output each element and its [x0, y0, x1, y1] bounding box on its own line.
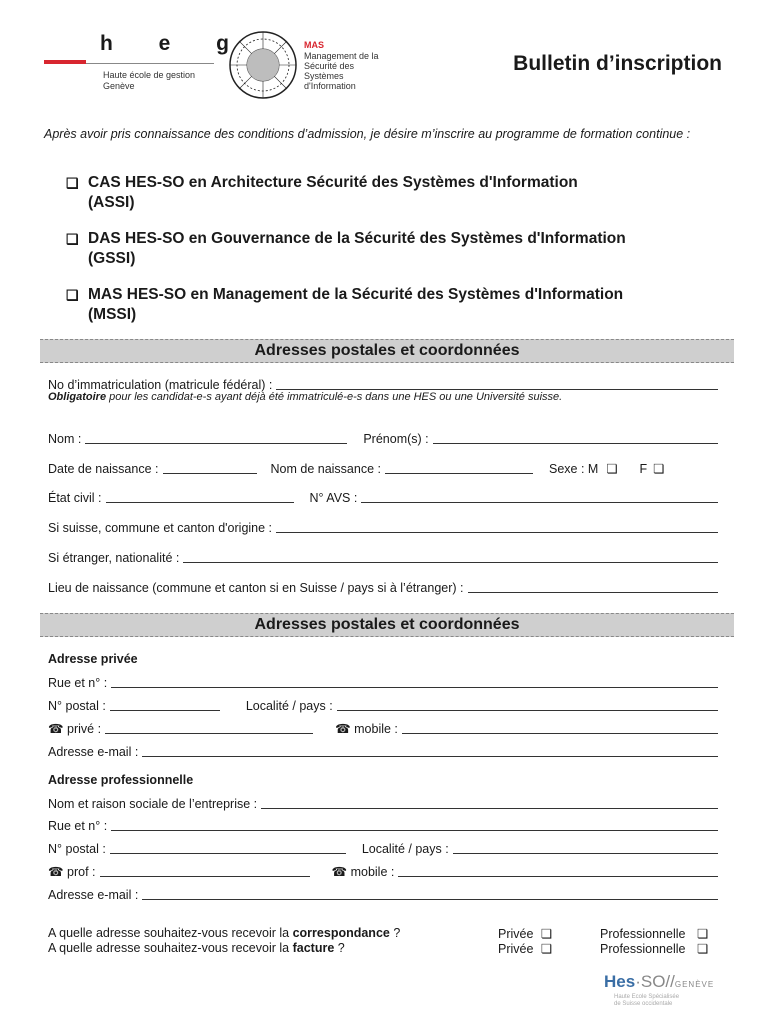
pro-npa-field[interactable]	[110, 841, 346, 854]
mas-logo-title: MAS	[304, 40, 324, 50]
heg-line1: Haute école de gestion	[103, 70, 196, 80]
matricule-field[interactable]	[276, 377, 718, 390]
program-line1: DAS HES-SO en Gouvernance de la Sécurité des Systèmes d'Information	[88, 230, 626, 247]
nationality-row	[48, 547, 720, 565]
q1-bold: correspondance	[292, 926, 390, 940]
pro-postal-row	[48, 838, 720, 856]
civil-row	[48, 487, 720, 505]
pro-tel-field[interactable]	[100, 864, 310, 877]
program-option-das[interactable]	[66, 229, 736, 269]
etranger-field[interactable]	[183, 550, 718, 563]
pro-npa-label: N° postal :	[48, 842, 106, 856]
mas-line4: d'Information	[304, 81, 356, 91]
sexe-f-checkbox-icon[interactable]: ❏	[653, 462, 665, 476]
private-mobile-field[interactable]	[402, 721, 718, 734]
q1-option-professional[interactable]	[600, 926, 708, 941]
program-label	[88, 173, 578, 213]
pro-email-row	[48, 884, 720, 902]
mas-line2: Sécurité des	[304, 61, 355, 71]
pro-mobile-field[interactable]	[398, 864, 718, 877]
pro-phone-row	[48, 861, 720, 879]
lieu-field[interactable]	[468, 580, 719, 593]
mas-logo-subtitle	[304, 51, 379, 91]
heg-logo-letters: h e g	[100, 32, 250, 55]
q1-pre: A quelle adresse souhaitez-vous recevoir la	[48, 926, 293, 940]
private-rue-label: Rue et n° :	[48, 676, 108, 690]
sexe-label: Sexe : M	[548, 462, 599, 476]
q1-post: ?	[389, 926, 401, 940]
pro-entreprise-label: Nom et raison sociale de l’entreprise :	[48, 797, 258, 811]
checkbox-icon[interactable]: ❏	[696, 942, 709, 956]
private-npa-label: N° postal :	[48, 699, 106, 713]
heg-logo-subtitle	[103, 70, 195, 92]
pro-mobile-label: ☎ mobile :	[331, 865, 395, 879]
pro-entreprise-field[interactable]	[261, 796, 718, 809]
note-rest: pour les candidat-e-s ayant déjà été immatriculé-e-s dans une HES ou une Université suisse.	[106, 391, 563, 403]
program-option-mas[interactable]	[66, 285, 736, 325]
private-localite-label: Localité / pays :	[245, 699, 333, 713]
intro-text: Après avoir pris connaissance des conditions d’admission, je désire m’inscrire au programme de formation continue :	[44, 127, 691, 141]
etat-civil-label: État civil :	[48, 491, 102, 505]
section-header-addresses: Adresses postales et coordonnées	[40, 613, 734, 637]
heg-line2: Genève	[103, 81, 135, 91]
option-label: Privée	[498, 942, 534, 956]
private-rue-field[interactable]	[111, 675, 718, 688]
private-localite-field[interactable]	[337, 698, 718, 711]
program-label	[88, 229, 626, 269]
mas-globe-logo	[228, 30, 298, 100]
q2-option-professional[interactable]	[600, 941, 708, 956]
hes-so-logo-subtitle	[614, 994, 679, 1008]
pro-street-row	[48, 815, 720, 833]
prenom-field[interactable]	[433, 431, 718, 444]
private-email-field[interactable]	[142, 744, 718, 757]
document-title: Bulletin d’inscription	[513, 52, 722, 75]
date-naissance-field[interactable]	[163, 461, 257, 474]
origin-row	[48, 517, 720, 535]
so-text: ·SO	[635, 972, 666, 991]
private-phone-row	[48, 718, 720, 736]
private-street-row	[48, 672, 720, 690]
nom-naissance-label: Nom de naissance :	[270, 462, 381, 476]
program-line2: (ASSI)	[88, 194, 135, 211]
sexe-m-checkbox-icon[interactable]: ❏	[606, 462, 618, 476]
private-npa-field[interactable]	[110, 698, 220, 711]
q2-bold: facture	[292, 941, 335, 955]
checkbox-icon[interactable]: ❏	[540, 942, 553, 956]
birth-row	[48, 458, 720, 476]
private-postal-row	[48, 695, 720, 713]
private-address-heading: Adresse privée	[48, 652, 138, 666]
suisse-field[interactable]	[276, 520, 718, 533]
private-tel-field[interactable]	[105, 721, 313, 734]
nom-field[interactable]	[85, 431, 347, 444]
program-label	[88, 285, 623, 325]
avs-label: N° AVS :	[309, 491, 358, 505]
company-row	[48, 793, 720, 811]
name-row	[48, 428, 720, 446]
slashes-text: //	[665, 972, 675, 991]
q2-option-private[interactable]	[498, 941, 552, 956]
option-label: Professionnelle	[600, 927, 686, 941]
geneve-text: GENÈVE	[674, 980, 715, 989]
hes-sub1: Haute Ecole Spécialisée	[614, 994, 680, 1000]
checkbox-icon[interactable]: ❏	[66, 231, 79, 247]
program-line1: CAS HES-SO en Architecture Sécurité des Systèmes d'Information	[88, 174, 578, 191]
checkbox-icon[interactable]: ❏	[540, 927, 553, 941]
nom-naissance-field[interactable]	[385, 461, 533, 474]
hes-sub2: de Suisse occidentale	[614, 1001, 673, 1007]
heg-logo-line	[86, 63, 214, 64]
program-line1: MAS HES-SO en Management de la Sécurité des Systèmes d'Information	[88, 286, 624, 303]
prenom-label: Prénom(s) :	[363, 432, 429, 446]
suisse-label: Si suisse, commune et canton d'origine :	[48, 521, 273, 535]
matricule-label: No d’immatriculation (matricule fédéral) :	[48, 378, 273, 392]
option-label: Professionnelle	[600, 942, 686, 956]
program-line2: (MSSI)	[88, 306, 137, 323]
pro-localite-field[interactable]	[453, 841, 718, 854]
checkbox-icon[interactable]: ❏	[696, 927, 709, 941]
heg-logo-red-bar	[44, 60, 86, 64]
avs-field[interactable]	[361, 490, 718, 503]
birthplace-row	[48, 577, 720, 595]
program-option-cas[interactable]	[66, 173, 736, 213]
pro-email-label: Adresse e-mail :	[48, 888, 139, 902]
etat-civil-field[interactable]	[106, 490, 294, 503]
hes-so-logo	[604, 972, 714, 992]
checkbox-icon[interactable]: ❏	[66, 175, 79, 191]
mas-line1: Management de la	[304, 51, 379, 61]
nom-label: Nom :	[48, 432, 82, 446]
private-mobile-label: ☎ mobile :	[335, 722, 398, 736]
pro-rue-field[interactable]	[111, 818, 718, 831]
q2-pre: A quelle adresse souhaitez-vous recevoir la	[48, 941, 293, 955]
lieu-label: Lieu de naissance (commune et canton si en Suisse / pays si à l’étranger) :	[48, 581, 464, 595]
matricule-row	[48, 374, 720, 392]
sexe-f-label: F	[639, 462, 648, 476]
pro-email-field[interactable]	[142, 887, 718, 900]
section-header-personal: Adresses postales et coordonnées	[40, 339, 734, 363]
invoice-question	[48, 941, 728, 957]
private-email-label: Adresse e-mail :	[48, 745, 139, 759]
date-naissance-label: Date de naissance :	[48, 462, 159, 476]
q1-option-private[interactable]	[498, 926, 552, 941]
pro-tel-label: ☎ prof :	[48, 865, 96, 879]
mas-line3: Systèmes	[304, 71, 344, 81]
correspondence-question	[48, 926, 728, 942]
q2-post: ?	[334, 941, 345, 955]
pro-rue-label: Rue et n° :	[48, 819, 108, 833]
hes-text: Hes	[604, 972, 636, 991]
etranger-label: Si étranger, nationalité :	[48, 551, 180, 565]
private-email-row	[48, 741, 720, 759]
professional-address-heading: Adresse professionnelle	[48, 773, 194, 787]
checkbox-icon[interactable]: ❏	[66, 287, 79, 303]
option-label: Privée	[498, 927, 534, 941]
note-bold: Obligatoire	[48, 391, 107, 403]
program-line2: (GSSI)	[88, 250, 136, 267]
private-tel-label: ☎ privé :	[48, 722, 102, 736]
pro-localite-label: Localité / pays :	[361, 842, 449, 856]
matricule-note	[48, 391, 562, 403]
